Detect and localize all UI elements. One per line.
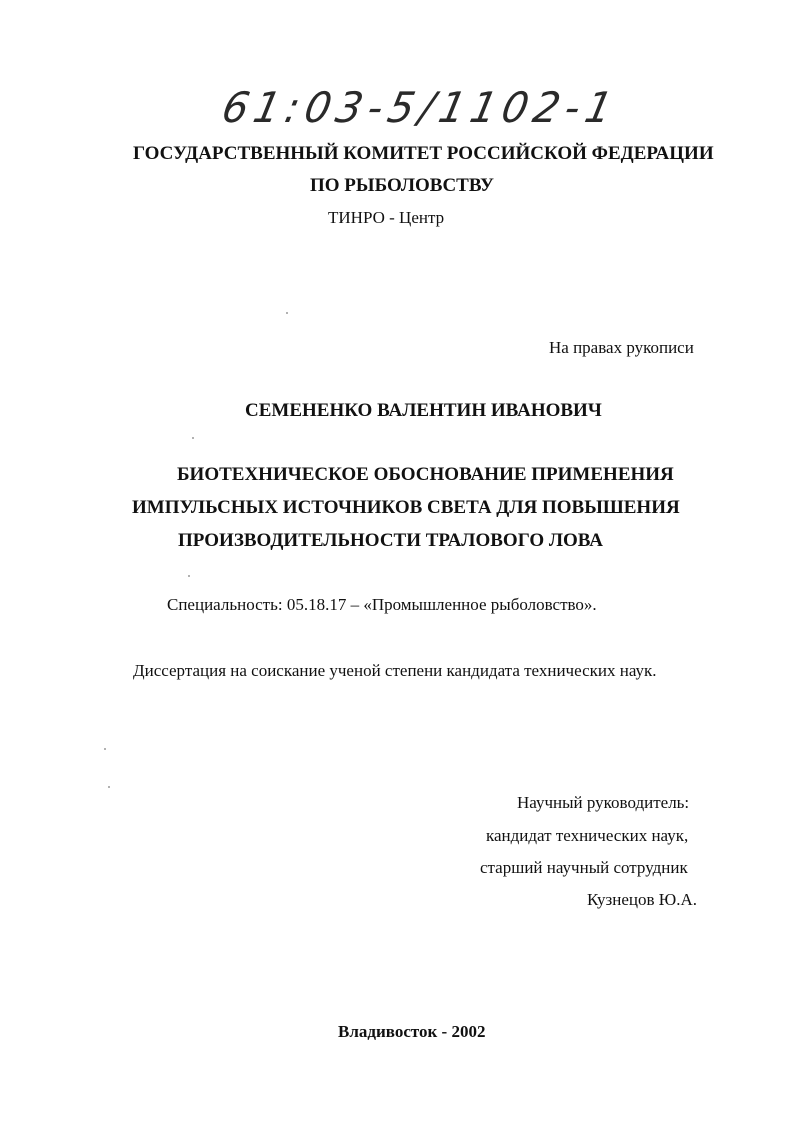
supervisor-position: старший научный сотрудник [480,858,688,877]
supervisor-label: Научный руководитель: [517,793,690,812]
organization-name: ГОСУДАРСТВЕННЫЙ КОМИТЕТ РОССИЙСКОЙ ФЕДЕРАЦИИ [133,143,714,164]
specialty-line: Специальность: 05.18.17 – «Промышленное рыболовство». [167,595,597,614]
archive-handwritten-code: 61:03-5/1102-1 [217,84,623,133]
institute-name: ТИНРО - Центр [328,208,445,227]
organization-subtitle: ПО РЫБОЛОВСТВУ [310,175,494,196]
author-name: СЕМЕНЕНКО ВАЛЕНТИН ИВАНОВИЧ [245,400,602,421]
thesis-title-line-3: ПРОИЗВОДИТЕЛЬНОСТИ ТРАЛОВОГО ЛОВА [178,530,603,551]
scan-speck [286,312,288,314]
thesis-title-line-1: БИОТЕХНИЧЕСКОЕ ОБОСНОВАНИЕ ПРИМЕНЕНИЯ [177,464,674,485]
manuscript-rights-note: На правах рукописи [549,338,694,357]
scan-speck [104,748,106,750]
supervisor-degree: кандидат технических наук, [486,826,689,845]
scan-speck [188,575,190,577]
thesis-title-line-2: ИМПУЛЬСНЫХ ИСТОЧНИКОВ СВЕТА ДЛЯ ПОВЫШЕНИЯ [132,497,680,518]
scan-speck [108,786,110,788]
scan-speck [192,437,194,439]
dissertation-note: Диссертация на соискание ученой степени кандидата технических наук. [133,661,657,680]
city-year: Владивосток - 2002 [338,1022,486,1041]
supervisor-name: Кузнецов Ю.А. [587,890,698,909]
